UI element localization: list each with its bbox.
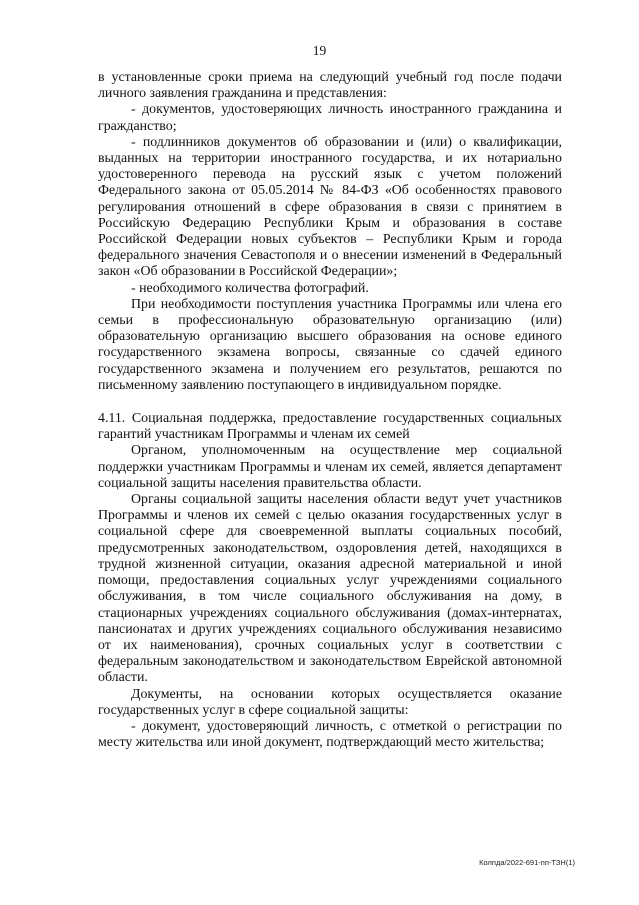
paragraph-social-protection-services: Органы социальной защиты населения области ведут учет участников Программы и членов их семей с целью оказания государственных услуг в социальной сфере для своевременной выплаты социальных пособий, предусмотренных законодательством, оздоровления детей, находящихся в трудной жизненной ситуации, оказания адресной материальной и иной помощи, предоставления социальных услуг учреждениями социального обслуживания, в том числе социального обслуживания на дому, в стационарных учреждениях социального обслуживания (домах-интернатах, пансионатах и других учреждениях социального обслуживания независимо от их наименования), срочных социальных услуг в соответствии с федеральным законодательством и законодательством Еврейской автономной области. — [98, 492, 562, 686]
paragraph-unified-exam: При необходимости поступления участника Программы или члена его семьи в профессиональную образовательную организацию (или) образовательную организацию высшего образования на основе единого государственного экзамена вопросы, связанные со сдачей единого государственного экзамена и получением его результатов, решаются по письменному заявлению поступающего в индивидуальном порядке. — [98, 296, 562, 393]
paragraph-required-documents: Документы, на основании которых осуществляется оказание государственных услуг в сфере социальной защиты: — [98, 686, 562, 718]
list-item-identity-documents: - документов, удостоверяющих личность иностранного гражданина и гражданство; — [98, 102, 562, 134]
document-code: Колпда/2022-691-пп-ТЗН(1) — [479, 858, 575, 867]
section-heading: 4.11. Социальная поддержка, предоставление государственных социальных гарантий участникам Программы и членам их семей — [98, 411, 562, 443]
list-item-photographs: - необходимого количества фотографий. — [131, 280, 369, 296]
document-body — [98, 70, 562, 751]
paragraph-authorized-body: Органом, уполномоченным на осуществление мер социальной поддержки участникам Программы и членам их семей, является департамент социальной защиты населения правительства области. — [98, 443, 562, 491]
list-item-education-documents: - подлинников документов об образовании и (или) о квалификации, выданных на территории иностранного государства, и их нотариально удостоверенного перевода на русский язык с учетом положений Федерального закона от 05.05.2014 № 84-ФЗ «Об особенностях правового регулирования отношений в сфере образования в связи с принятием в Российскую Федерацию Республики Крым и образования в составе Российской Федерации новых субъектов – Республики Крым и города федерального значения Севастополя и о внесении изменений в Федеральный закон «Об образовании в Российской Федерации»; — [98, 134, 562, 280]
paragraph-admission-terms: в установленные сроки приема на следующий учебный год после подачи личного заявления гражданина и представления: — [98, 70, 562, 102]
page-number: 19 — [312, 43, 327, 58]
list-item-residence-document: - документ, удостоверяющий личность, с отметкой о регистрации по месту жительства или иной документ, подтверждающий место жительства; — [98, 718, 562, 751]
